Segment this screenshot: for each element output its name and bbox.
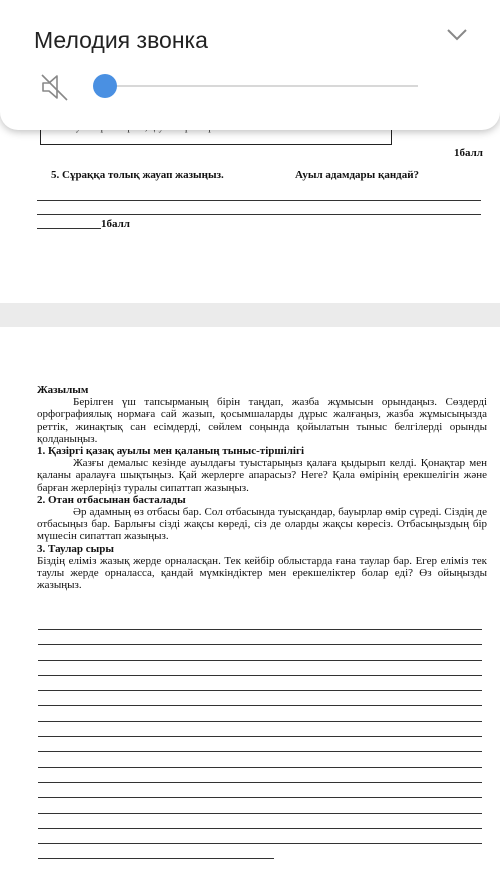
table-border-left [40,128,41,145]
task-2-text: Әр адамның өз отбасы бар. Сол отбасында туысқандар, бауырлар өмір сүреді. Сіздің де отбасыңыз бар. Барлығы сізді жақсы көреді, сіз де оларды жақсы көресіз. Отбасыңыздың бір мүшесін сипаттап жазыңыз. [37,506,487,543]
answer-line [37,200,481,201]
writing-line [38,660,482,661]
writing-line [38,644,482,645]
writing-line [38,751,482,752]
table-border-right [391,128,392,145]
table-border-bottom [40,144,392,145]
ringtone-popup [0,0,500,130]
score-label-bottom: 1балл [101,218,130,230]
writing-line [38,767,482,768]
task-3-title: 3. Таулар сыры [37,542,114,555]
writing-line [38,690,482,691]
answer-line [37,214,481,215]
writing-line [38,858,274,859]
writing-line [38,705,482,706]
task-1-text: Жазғы демалыс кезінде ауылдағы туыстарыңыз қалаға қыдырып келді. Қонақтар мен қаланы аралауға шықтыңыз. Қай жерлерге апарасыз? Неге? Қала өмірінің ерекшелігін және барған жерлеріңіз туралы сипаттап жазыңыз. [37,457,487,494]
speaker-muted-icon[interactable] [40,72,70,102]
chevron-down-icon[interactable] [447,29,467,41]
writing-line [38,797,482,798]
section-heading: Жазылым [37,384,89,396]
writing-line [38,721,482,722]
question-5-label: 5. Сұраққа толық жауап жазыңыз. [51,169,224,181]
answer-line [37,228,101,229]
writing-lines [38,629,482,874]
score-label-top: 1балл [454,147,483,159]
task-1-title: 1. Қазіргі қазақ ауылы мен қаланың тыныс-тіршілігі [37,445,305,458]
writing-line [38,675,482,676]
section-intro: Берілген үш тапсырманың бірін таңдап, жазба жұмысын орындаңыз. Сөздерді орфографиялық нормаға сай жазып, қосымшаларды дұрыс жалғаңыз, жазба жұмысыңызда реттік, жинақтық сан есімдерді, сөйлем соңында қойылатын тыныс белгілерді орынды қолданыңыз. [37,396,487,445]
task-3-text: Біздің еліміз жазық жерде орналасқан. Тек кейбір облыстарда ғана таулар бар. Егер еліміз тек таулы жерде орналасса, қандай мүмкіндіктер мен ерекшеліктер болар еді? Өз ойыңызды жазыңыз. [37,554,487,592]
writing-line [38,629,482,630]
question-5-text: Ауыл адамдары қандай? [295,169,420,181]
volume-slider-knob[interactable] [93,74,117,98]
writing-line [38,828,482,829]
popup-title: Мелодия звонка [34,27,208,53]
task-2-title: 2. Отан отбасынан басталады [37,493,186,506]
writing-line [38,813,482,814]
writing-line [38,782,482,783]
writing-line [38,736,482,737]
writing-section [37,384,487,591]
volume-slider-track[interactable] [104,85,418,87]
writing-line [38,843,482,844]
